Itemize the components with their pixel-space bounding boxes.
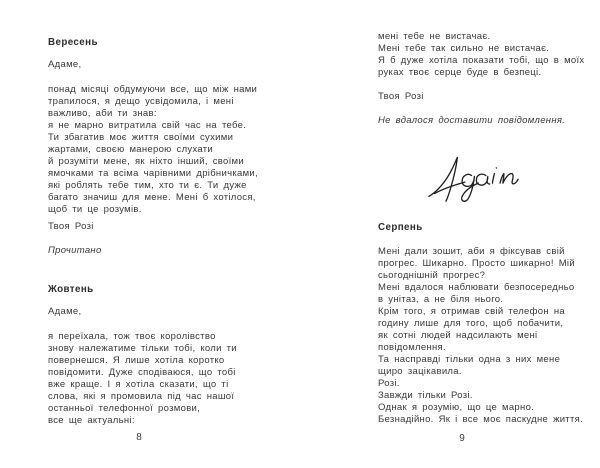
- september-letter-body: [48, 84, 258, 216]
- text-line: Мені вдалося наблювати безпосередньо: [378, 282, 575, 293]
- chapter-header-august: Серпень: [378, 222, 423, 233]
- text-line: Та насправді тільки одна з них мене: [378, 354, 561, 365]
- october-letter-body: [48, 331, 237, 427]
- text-line: Я б дуже хотіла показати тобі, що в моїх: [378, 55, 585, 66]
- message-read-status: Прочитано: [48, 245, 102, 256]
- text-line: прогрес. Шикарно. Просто шикарно! Мій: [378, 258, 575, 269]
- letter-end-body: [378, 31, 584, 79]
- text-line: Мені дали зошит, аби я фіксував свій: [378, 246, 565, 257]
- text-line: Ти збагатив моє життя своїми сухими: [48, 132, 234, 143]
- text-line: руках твоє серце буде в безпеці.: [378, 67, 542, 78]
- text-line: Завжди тільки Розі.: [378, 390, 473, 401]
- text-line: мені тебе не вистачає.: [378, 31, 491, 42]
- text-line: ямочками та всіма чарівними дрібничками,: [48, 168, 258, 179]
- text-line: повідомлення.: [378, 342, 446, 353]
- letter-signature: Твоя Розі: [48, 221, 94, 232]
- text-line: вже краще. І я хотіла сказати, що ті: [48, 379, 229, 390]
- text-line: щоб ти це розумів.: [48, 204, 142, 215]
- text-line: й розуміти мене, як ніхто інший, своїми: [48, 156, 244, 167]
- text-line: Крім того, я отримав свій телефон на: [378, 306, 565, 317]
- text-line: знову належатиме тільки тобі, коли ти: [48, 343, 237, 354]
- text-line: сьогоднішній прогрес?: [378, 270, 486, 281]
- august-diary-body: [378, 246, 583, 426]
- text-line: все ще актуальні:: [48, 415, 135, 426]
- page-number-left: 8: [136, 432, 142, 443]
- text-line: я не марно витратила свій час на тебе.: [48, 120, 247, 131]
- text-line: Мені тебе так сильно не вистачає.: [378, 43, 550, 54]
- text-line: Однак я розумію, що це марно.: [378, 402, 535, 413]
- text-line: слова, які я промовила під час нашої: [48, 391, 235, 402]
- text-line: як сотні людей надсилають мені: [378, 330, 538, 341]
- text-line: важливо, аби ти знав:: [48, 108, 157, 119]
- text-line: трапилося, я дещо усвідомила, і мені: [48, 96, 234, 107]
- text-line: жартами, своєю манерою слухати: [48, 144, 214, 155]
- page-number-right: 9: [459, 433, 465, 444]
- letter-salutation: Адаме,: [48, 59, 82, 70]
- handwritten-again-script: [426, 147, 521, 204]
- text-line: повернешся. Я лише хотіла коротко: [48, 355, 225, 366]
- text-line: я переїхала, тож твоє королівство: [48, 331, 216, 342]
- text-line: повідомити. Дуже сподіваюся, що тобі: [48, 367, 236, 378]
- message-delivery-status: Не вдалося доставити повідомлення.: [378, 115, 566, 126]
- text-line: Безнадійно. Як і все моє паскудне життя.: [378, 414, 584, 425]
- letter-salutation: Адаме,: [48, 306, 82, 317]
- text-line: які роблять тебе тим, хто ти є. Ти дуже: [48, 180, 247, 191]
- text-line: останньої телефонної розмови,: [48, 403, 201, 414]
- chapter-header-september: Вересень: [48, 37, 98, 48]
- handwriting-icon: [426, 147, 521, 204]
- text-line: щиро зацікавила.: [378, 366, 462, 377]
- letter-signature: Твоя Розі: [378, 91, 424, 102]
- text-line: понад місяці обдумуючи все, що між нами: [48, 84, 258, 95]
- text-line: годину лише для того, щоб побачити,: [378, 318, 564, 329]
- text-line: Розі.: [378, 378, 400, 389]
- text-line: в унітаз, а не біля нього.: [378, 294, 504, 305]
- chapter-header-october: Жовтень: [48, 284, 94, 295]
- text-line: багато значиш для мене. Мені б хотілося,: [48, 192, 256, 203]
